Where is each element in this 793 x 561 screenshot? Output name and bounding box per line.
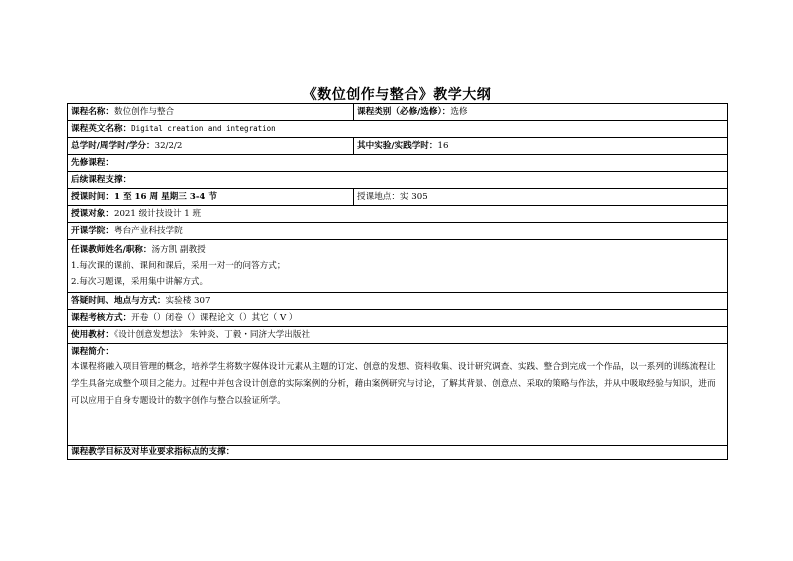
college-label: 开课学院：: [71, 225, 114, 236]
hours-cell: [68, 138, 354, 155]
follow-up-cell: [68, 172, 728, 189]
assessment-cell: [68, 310, 728, 327]
qa-label: 答疑时间、地点与方式：: [71, 295, 166, 306]
audience-label: 授课对象：: [71, 208, 114, 219]
qa-cell: [68, 293, 728, 310]
schedule-cell: [68, 189, 354, 206]
lab-hours-cell: [354, 138, 728, 155]
row-qa: [68, 293, 728, 310]
course-name-value: 数位创作与整合: [113, 106, 175, 117]
course-name-label: 课程名称：: [71, 106, 114, 117]
follow-up-label: 后续课程支撑：: [71, 174, 132, 185]
row-english-name: [68, 121, 728, 138]
row-assessment: [68, 310, 728, 327]
course-name-cell: [68, 104, 354, 121]
schedule-value: 1 至 16 周 星期三 3-4 节: [113, 191, 217, 202]
assessment-value: 开卷（）闭卷（）课程论文（）其它（ V ）: [131, 312, 298, 323]
course-type-value: 选修: [450, 106, 468, 117]
intro-cell: [68, 344, 728, 446]
audience-cell: [68, 206, 728, 223]
hours-label: 总学时/周学时/学分：: [71, 140, 155, 151]
audience-value: 2021 级计技设计 1 班: [113, 208, 202, 219]
hours-value: 32/2/2: [154, 140, 183, 151]
teacher-cell: [68, 240, 728, 293]
row-course-name: [68, 104, 728, 121]
prerequisite-label: 先修课程：: [71, 157, 114, 168]
textbook-label: 使用教材：: [71, 329, 114, 340]
row-teacher: [68, 240, 728, 293]
row-objectives: [68, 446, 728, 460]
intro-text: 本课程将融入项目管理的概念，培养学生将数字媒体设计元素从主题的订定、创意的发想、资料收集、设计研究调查、实践、整合到完成一个作品，以一系列的训练流程让学生具备完成整个项目之能力。过程中并包含设计创意的实际案例的分析，藉由案例研究与讨论，了解其背景、创意点、采取的策略与作法，并从中吸取经验与知识，进而可以应用于自身专题设计的数字创作与整合以验证所学。: [71, 362, 716, 406]
objectives-cell: [68, 446, 728, 460]
row-prerequisite: [68, 155, 728, 172]
row-audience: [68, 206, 728, 223]
assessment-label: 课程考核方式：: [71, 312, 132, 323]
location-label: 授课地点：: [357, 191, 400, 202]
college-cell: [68, 223, 728, 240]
english-name-value: Digital creation and integration: [131, 123, 276, 133]
english-name-cell: [68, 121, 728, 138]
teacher-label: 任课教师姓名/职称：: [71, 245, 152, 255]
textbook-value: 《设计创意发想法》 朱钟炎、丁毅・同济大学出版社: [113, 329, 311, 340]
row-textbook: [68, 327, 728, 344]
teacher-value: 汤方凯 副教授: [151, 245, 206, 255]
qa-value: 实验楼 307: [165, 295, 211, 306]
lab-hours-value: 16: [437, 140, 449, 151]
location-cell: [354, 189, 728, 206]
college-value: 粤台产业科技学院: [113, 225, 183, 236]
row-schedule: [68, 189, 728, 206]
teacher-note-1: 1.每次课的课前、课间和课后，采用一对一的问答方式；: [71, 261, 286, 271]
textbook-cell: [68, 327, 728, 344]
location-value: 实 305: [399, 191, 428, 202]
prerequisite-cell: [68, 155, 728, 172]
document-title: 《数位创作与整合》教学大纲: [302, 87, 492, 103]
schedule-label: 授课时间：: [71, 191, 114, 202]
syllabus-table: [67, 103, 728, 460]
english-name-label: 课程英文名称：: [71, 123, 132, 134]
course-type-label: 课程类别（必修/选修）：: [357, 106, 451, 117]
row-follow-up: [68, 172, 728, 189]
row-hours: [68, 138, 728, 155]
teacher-note-2: 2.每次习题课，采用集中讲解方式。: [71, 277, 209, 287]
row-college: [68, 223, 728, 240]
intro-label: 课程简介：: [71, 347, 114, 357]
row-intro: [68, 344, 728, 446]
objectives-label: 课程教学目标及对毕业要求指标点的支撑：: [71, 447, 235, 458]
course-type-cell: [354, 104, 728, 121]
lab-hours-label: 其中实验/实践学时：: [357, 140, 438, 151]
